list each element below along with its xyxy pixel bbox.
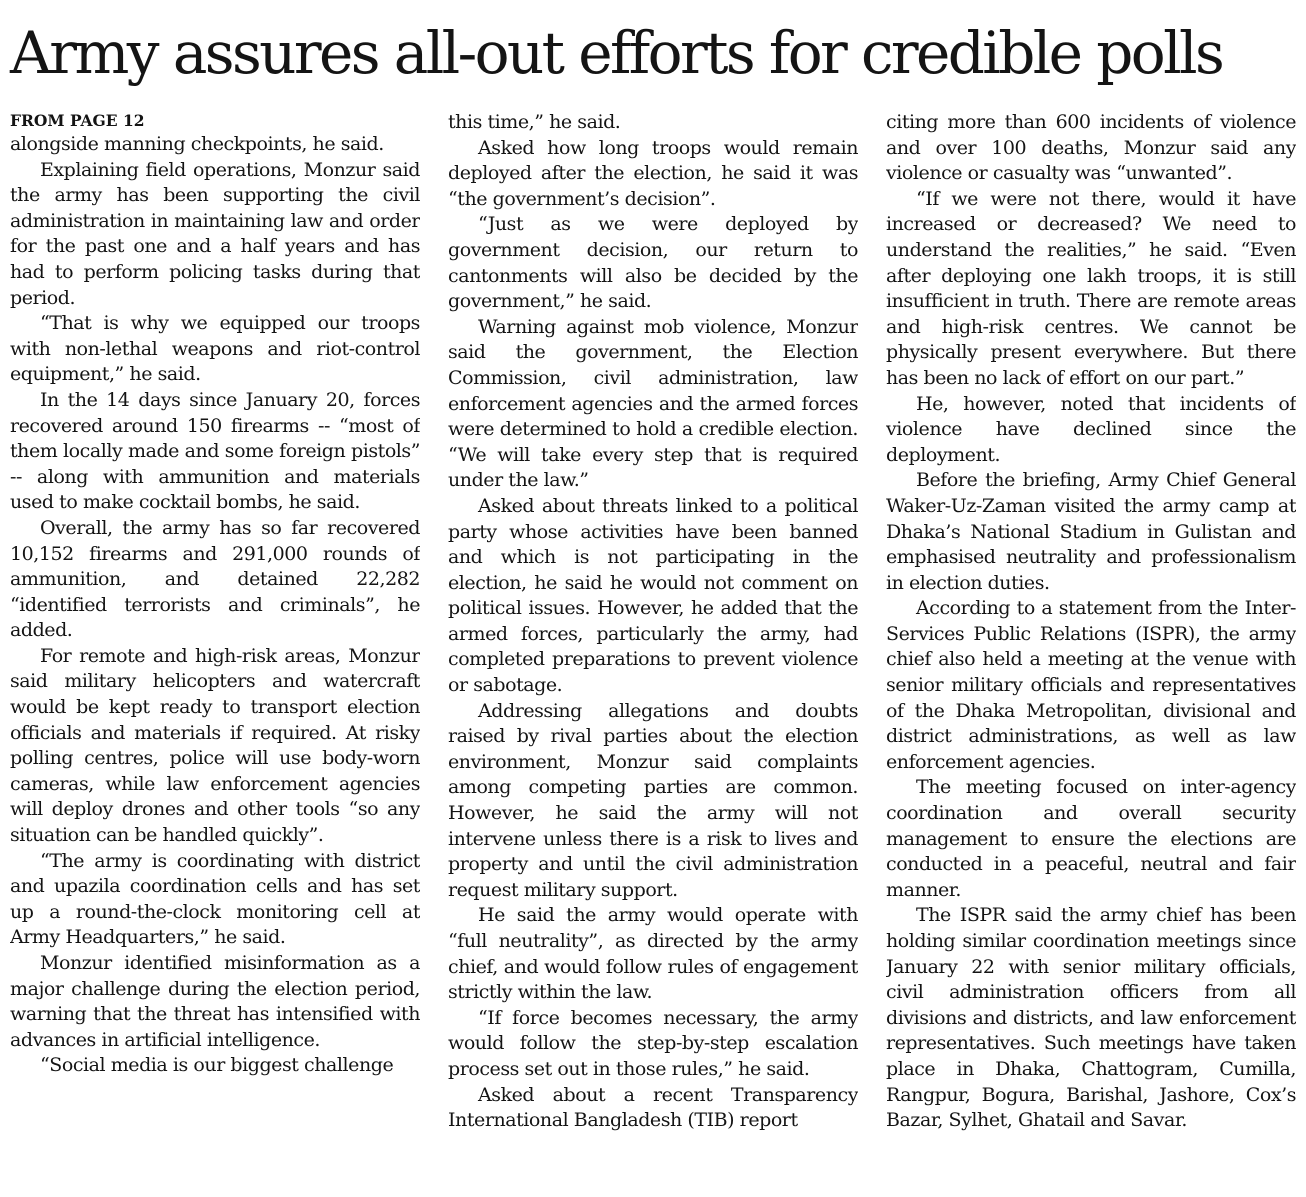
paragraph: In the 14 days since January 20, forces recovered around 150 firearms -- “most of them locally made and some foreign pistols” -- along with ammunition and materials used to make cocktail bombs, he said. — [10, 388, 420, 514]
article-column-3 — [886, 110, 1296, 1190]
paragraph: “Just as we were deployed by government decision, our return to cantonments will also be decided by the government,” he said. — [448, 213, 858, 313]
paragraph: “If force becomes necessary, the army would follow the step-by-step escalation process set out in those rules,” he said. — [448, 1006, 858, 1080]
paragraph: Before the briefing, Army Chief General Waker-Uz-Zaman visited the army camp at Dhaka’s National Stadium in Gulistan and emphasised neutrality and professionalism in election duties. — [886, 469, 1296, 594]
paragraph: alongside manning checkpoints, he said. — [10, 133, 384, 155]
paragraph: Overall, the army has so far recovered 10,152 firearms and 291,000 rounds of ammunition, and detained 22,282 “identified terrorists and criminals”, he added. — [10, 516, 420, 642]
paragraph: He, however, noted that incidents of violence have declined since the deployment. — [886, 392, 1296, 466]
paragraph: The ISPR said the army chief has been holding similar coordination meetings since January 22 with senior military officials, civil administration officers from all divisions and districts, and law enforcement representatives. Such meetings have taken place in Dhaka, Chattogram, Cumilla, Rangpur, Bogura, Barishal, Jashore, Cox’s Bazar, Sylhet, Ghatail and Savar. — [886, 904, 1296, 1132]
paragraph: Monzur identified misinformation as a major challenge during the election period, warning that the threat has intensified with advances in artificial intelligence. — [10, 952, 420, 1051]
paragraph: Asked about threats linked to a political party whose activities have been banned and which is not participating in the election, he said he would not comment on political issues. However, he added that the armed forces, particularly the army, had completed preparations to prevent violence or sabotage. — [448, 494, 858, 697]
paragraph: citing more than 600 incidents of violence and over 100 deaths, Monzur said any violence or casualty was “unwanted”. — [886, 111, 1296, 185]
article-column-2 — [448, 110, 858, 1190]
paragraph: “Social media is our biggest challenge — [40, 1054, 394, 1077]
kicker: FROM PAGE 12 — [10, 111, 145, 130]
paragraph: “If we were not there, would it have increased or decreased? We need to understand the realities,” he said. “Even after deploying one lakh troops, it is still insufficient in truth. There are remote areas and high-risk centres. We cannot be physically present everywhere. But there has been no lack of effort on our part.” — [886, 187, 1296, 389]
paragraph: Explaining field operations, Monzur said the army has been supporting the civil administration in maintaining law and order for the past one and a half years and has had to perform policing tasks during that period. — [10, 158, 420, 309]
headline: Army assures all-out efforts for credible polls — [10, 19, 1223, 87]
paragraph: According to a statement from the Inter-Services Public Relations (ISPR), the army chief also held a meeting at the venue with senior military officials and representatives of the Dhaka Metropolitan, divisional and district administrations, as well as law enforcement agencies. — [886, 597, 1296, 773]
paragraph: Asked about a recent Transparency International Bangladesh (TIB) report — [448, 1083, 858, 1132]
paragraph: For remote and high-risk areas, Monzur said military helicopters and watercraft would be kept ready to transport election officials and materials if required. At risky polling centres, police will use body-worn cameras, while law enforcement agencies will deploy drones and other tools “so any situation can be handled quickly”. — [10, 644, 420, 847]
paragraph: Addressing allegations and doubts raised by rival parties about the election environment, Monzur said complaints among competing parties are common. However, he said the army will not intervene unless there is a risk to lives and property and until the civil administration request military support. — [448, 699, 858, 901]
paragraph: The meeting focused on inter-agency coordination and overall security management to ensure the elections are conducted in a peaceful, neutral and fair manner. — [886, 776, 1296, 901]
paragraph: He said the army would operate with “full neutrality”, as directed by the army chief, and would follow rules of engagement strictly within the law. — [448, 904, 858, 1004]
paragraph: Asked how long troops would remain deployed after the election, he said it was “the government’s decision”. — [448, 136, 858, 210]
paragraph: this time,” he said. — [448, 111, 621, 133]
paragraph: “The army is coordinating with district and upazila coordination cells and has set up a round-the-clock monitoring cell at Army Headquarters,” he said. — [10, 849, 420, 949]
paragraph: Warning against mob violence, Monzur said the government, the Election Commission, civil administration, law enforcement agencies and the armed forces were determined to hold a credible election. “We will take every step that is required under the law.” — [448, 315, 858, 492]
article-column-1 — [10, 110, 420, 1190]
paragraph: “That is why we equipped our troops with non-lethal weapons and riot-control equipment,” he said. — [10, 312, 420, 386]
